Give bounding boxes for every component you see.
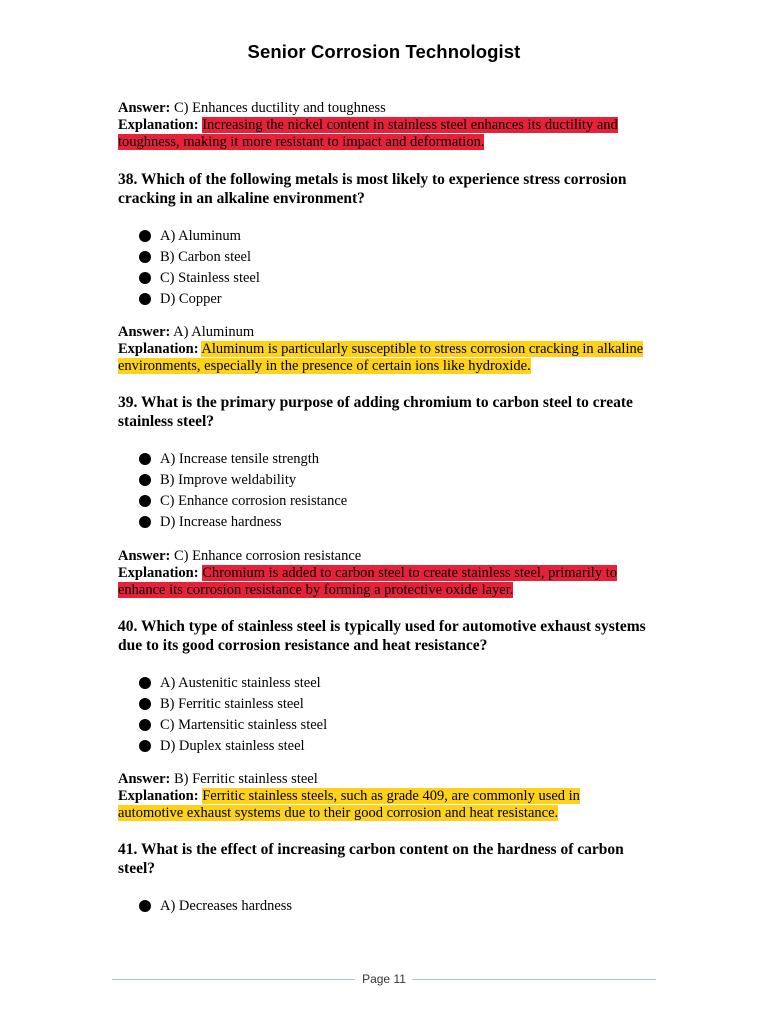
option — [139, 512, 347, 533]
option — [139, 470, 347, 491]
answer-label: Answer: — [118, 771, 171, 787]
bullet-icon — [139, 251, 151, 263]
options-41 — [139, 896, 292, 917]
option — [139, 268, 260, 289]
bullet-icon — [139, 900, 151, 912]
option-text: D) Duplex stainless steel — [160, 738, 305, 754]
bullet-icon — [139, 272, 151, 284]
question-38: 38. Which of the following metals is most likely to experience stress corrosion cracking in an alkaline environment? — [118, 171, 627, 207]
option-text: D) Increase hardness — [160, 514, 282, 530]
explanation-text: Increasing the nickel content in stainless steel enhances its ductility and toughness, making it more resistant to impact and deformation. — [118, 117, 618, 150]
options-40 — [139, 673, 327, 757]
bullet-icon — [139, 516, 151, 528]
option-text: C) Enhance corrosion resistance — [160, 493, 348, 509]
option — [139, 289, 260, 310]
option-text: A) Aluminum — [160, 228, 241, 244]
explanation-text: Aluminum is particularly susceptible to stress corrosion cracking in alkaline environments, especially in the presence of certain ions like hydroxide. — [118, 341, 644, 374]
answer-block-37 — [118, 100, 648, 151]
bullet-icon — [139, 230, 151, 242]
explanation-line — [118, 341, 648, 375]
answer-line — [118, 771, 648, 788]
option-text: A) Increase tensile strength — [160, 451, 320, 467]
option — [139, 736, 327, 757]
answer-block-40 — [118, 771, 648, 822]
option-text: D) Copper — [160, 291, 222, 307]
option — [139, 694, 327, 715]
answer-text: C) Enhance corrosion resistance — [170, 548, 362, 564]
option — [139, 247, 260, 268]
option-text: B) Ferritic stainless steel — [160, 696, 304, 712]
explanation-text: Ferritic stainless steels, such as grade 409, are commonly used in automotive exhaust systems due to their good corrosion and heat resistance. — [118, 788, 580, 821]
explanation-text: Chromium is added to carbon steel to create stainless steel, primarily to enhance its corrosion resistance by forming a protective oxide layer. — [118, 565, 617, 598]
bullet-icon — [139, 719, 151, 731]
bullet-icon — [139, 740, 151, 752]
bullet-icon — [139, 293, 151, 305]
explanation-line — [118, 117, 648, 151]
answer-text: B) Ferritic stainless steel — [170, 771, 318, 787]
bullet-icon — [139, 453, 151, 465]
answer-line — [118, 548, 648, 565]
explanation-label: Explanation: — [118, 341, 199, 357]
option-text: A) Decreases hardness — [160, 898, 293, 914]
explanation-line — [118, 788, 648, 822]
question-39: 39. What is the primary purpose of adding chromium to carbon steel to create stainless steel? — [118, 394, 633, 430]
option — [139, 226, 260, 247]
explanation-label: Explanation: — [118, 565, 199, 581]
options-39 — [139, 449, 347, 533]
option — [139, 449, 347, 470]
option-text: C) Martensitic stainless steel — [160, 717, 328, 733]
answer-line — [118, 324, 648, 341]
answer-block-39 — [118, 548, 648, 599]
bullet-icon — [139, 698, 151, 710]
options-38 — [139, 226, 260, 310]
explanation-label: Explanation: — [118, 117, 199, 133]
option — [139, 715, 327, 736]
bullet-icon — [139, 495, 151, 507]
page-title: Senior Corrosion Technologist — [247, 41, 521, 62]
explanation-label: Explanation: — [118, 788, 199, 804]
answer-text: C) Enhances ductility and toughness — [170, 100, 386, 116]
option-text: B) Improve weldability — [160, 472, 297, 488]
bullet-icon — [139, 474, 151, 486]
answer-text: A) Aluminum — [170, 324, 255, 340]
bullet-icon — [139, 677, 151, 689]
question-40: 40. Which type of stainless steel is typically used for automotive exhaust systems due to its good corrosion resistance and heat resistance? — [118, 618, 646, 654]
explanation-line — [118, 565, 648, 599]
option-text: A) Austenitic stainless steel — [160, 675, 321, 691]
page-number: Page 11 — [362, 972, 406, 986]
answer-label: Answer: — [118, 324, 171, 340]
option — [139, 896, 292, 917]
option — [139, 673, 327, 694]
answer-block-38 — [118, 324, 648, 375]
option-text: C) Stainless steel — [160, 270, 260, 286]
answer-label: Answer: — [118, 548, 171, 564]
answer-line — [118, 100, 648, 117]
question-41: 41. What is the effect of increasing carbon content on the hardness of carbon steel? — [118, 841, 624, 877]
option — [139, 491, 347, 512]
answer-label: Answer: — [118, 100, 171, 116]
option-text: B) Carbon steel — [160, 249, 252, 265]
